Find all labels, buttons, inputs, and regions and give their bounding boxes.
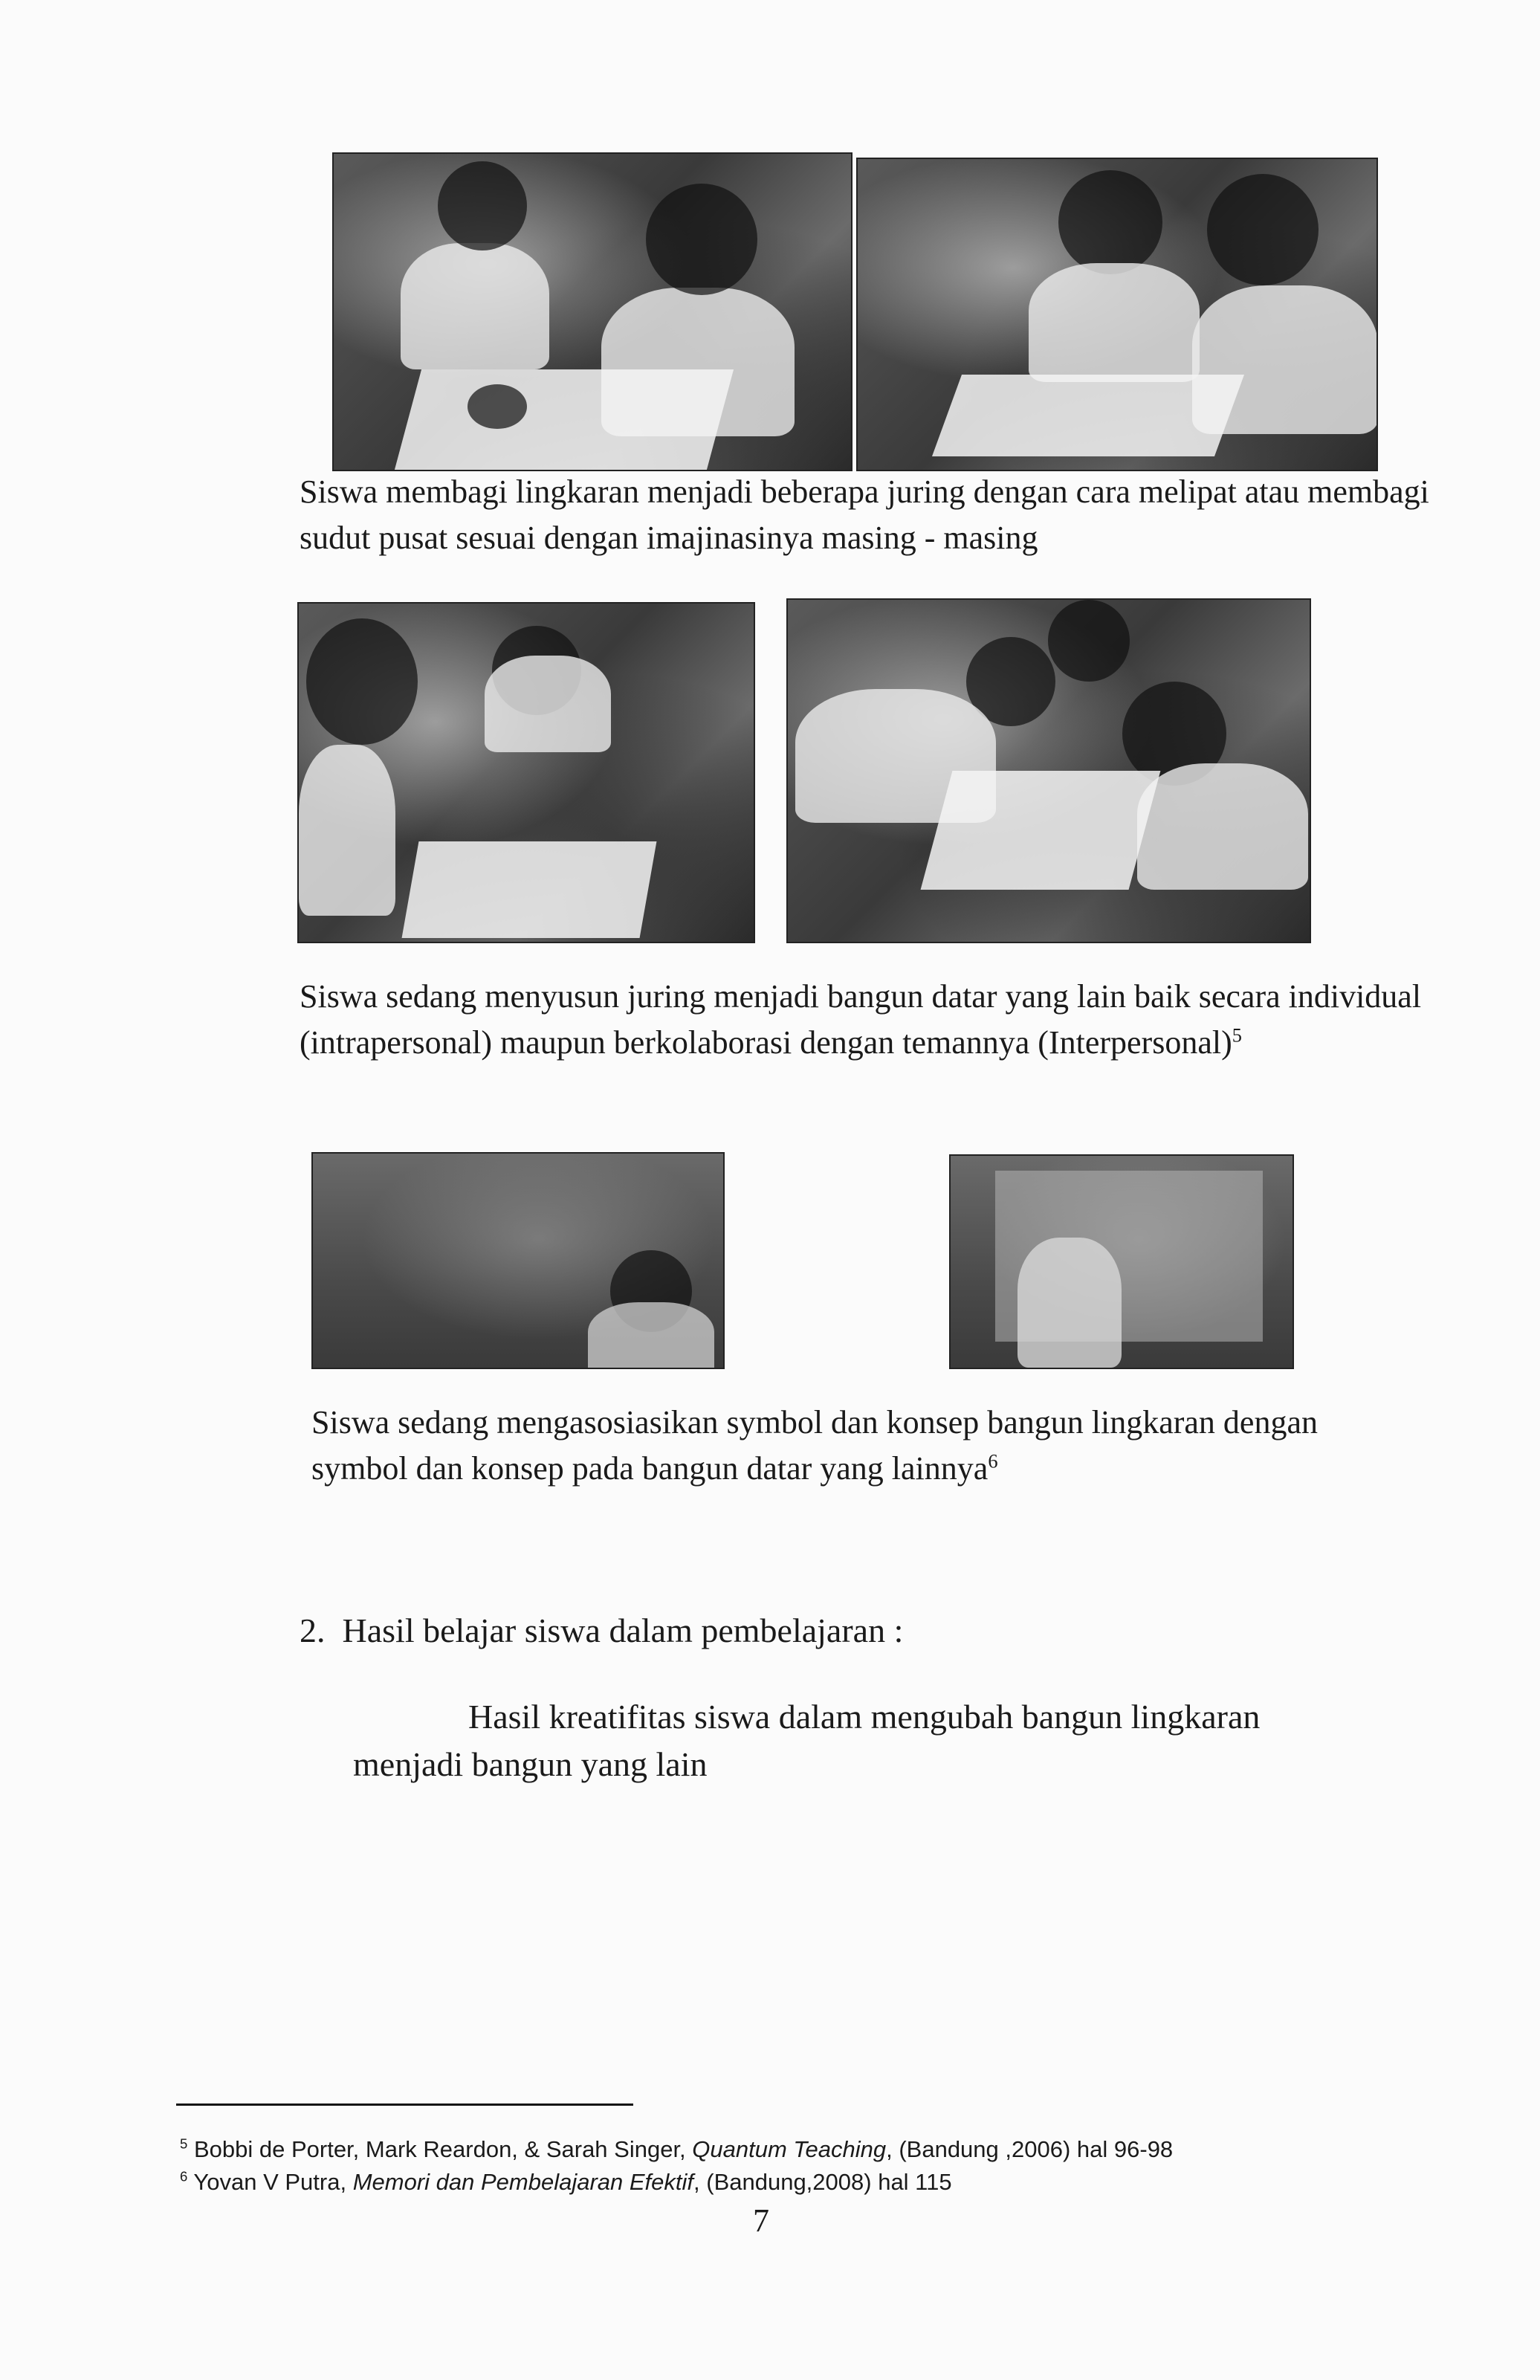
photo-student-drawing-board — [949, 1154, 1294, 1369]
caption-row3: Siswa sedang mengasosiasikan symbol dan konsep bangun lingkaran dengan symbol dan konsep pada bangun datar yang lainnya$^6$ — [311, 1404, 1318, 1487]
section-heading: 2. Hasil belajar siswa dalam pembelajaran : — [300, 1611, 904, 1649]
caption-row2: Siswa sedang menyusun juring menjadi bangun datar yang lain baik secara individual (intrapersonal) maupun berkolaborasi dengan temannya (Interpersonal)$^5$ — [300, 978, 1422, 1061]
footnote-5: $^5$ Bobbi de Porter, Mark Reardon, & Sarah Singer, Quantum Teaching, (Bandung ,2006) hal 96-98 — [180, 2135, 1174, 2162]
photo-students-dividing-sectors — [856, 158, 1378, 471]
photo-students-collaborating — [786, 598, 1311, 943]
photo-students-folding-circle — [332, 152, 852, 471]
footnote-6: $^6$ Yovan V Putra, Memori dan Pembelajaran Efektif, (Bandung,2008) hal 115 — [180, 2168, 952, 2195]
footnote-rule — [176, 2103, 633, 2106]
caption-row1: Siswa membagi lingkaran menjadi beberapa juring dengan cara melipat atau membagi sudut pusat sesuai dengan imajinasinya masing - masing — [300, 473, 1429, 556]
section-body: Hasil kreatifitas siswa dalam mengubah bangun lingkaran menjadi bangun yang lain — [353, 1698, 1261, 1783]
photo-student-writing-board — [311, 1152, 725, 1369]
page-number: 7 — [753, 2202, 769, 2239]
photo-student-arranging-sectors — [297, 602, 755, 943]
